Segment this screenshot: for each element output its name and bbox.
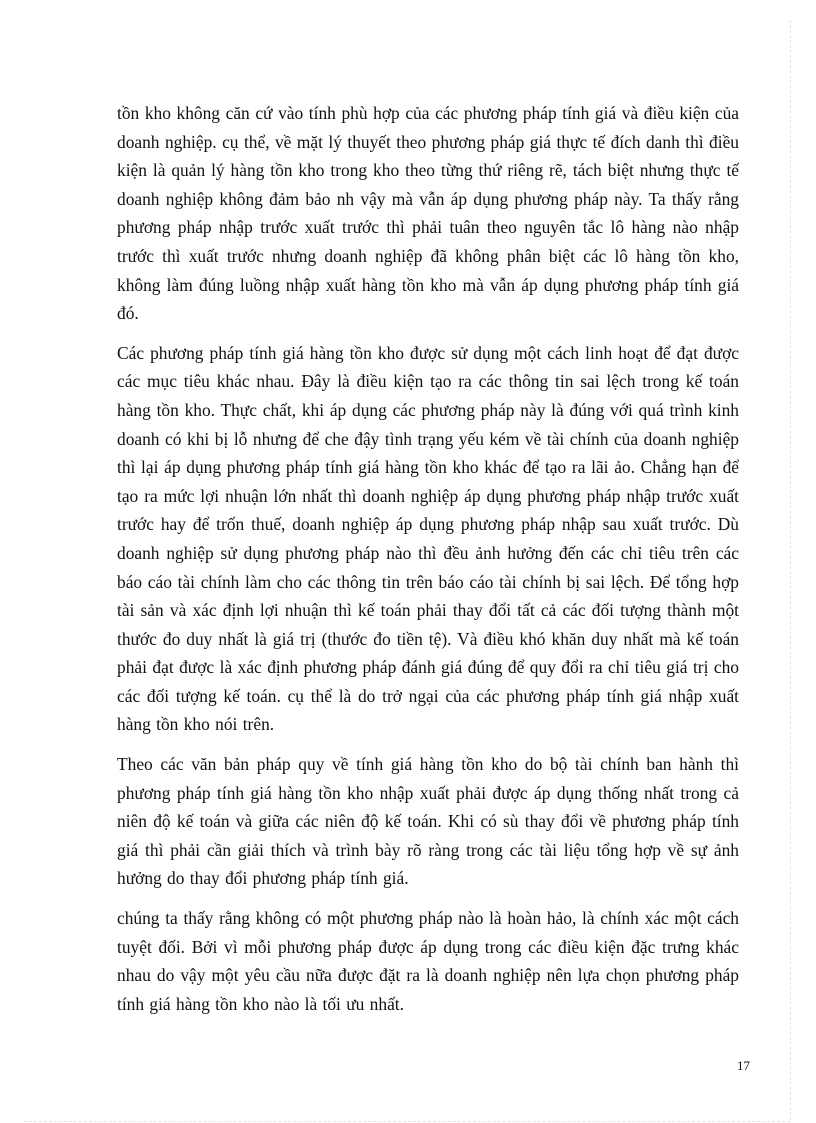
page-number: 17	[737, 1058, 750, 1073]
paragraph-1: tồn kho không căn cứ vào tính phù hợp của các phương pháp tính giá và điều kiện của doanh nghiệp. cụ thể, về mặt lý thuyết theo phương pháp giá thực tế đích danh thì điều kiện là quản lý hàng tồn kho trong kho theo từng thứ riêng rẽ, tách biệt nhưng thực tế doanh nghiệp không đảm bảo nh vậy mà vẫn áp dụng phương pháp này. Ta thấy rằng phương pháp nhập trước xuất trước thì phải tuân theo nguyên tắc lô hàng nào nhập trước thì xuất trước nhưng doanh nghiệp đã không phân biệt các lô hàng tồn kho, không làm đúng luồng nhập xuất hàng tồn kho mà vẫn áp dụng phương pháp tính giá đó.	[117, 103, 739, 324]
page-edge-right	[790, 20, 791, 1120]
body-text	[117, 99, 739, 1029]
paragraph-4: chúng ta thấy rằng không có một phương pháp nào là hoàn hảo, là chính xác một cách tuyệt đối. Bởi vì mỗi phương pháp được áp dụng trong các điều kiện đặc trưng khác nhau do vậy một yêu cầu nữa được đặt ra là doanh nghiệp nên lựa chọn phương pháp tính giá hàng tồn kho nào là tối ưu nhất.	[117, 908, 739, 1014]
page-edge-bottom	[24, 1121, 790, 1122]
paragraph-3: Theo các văn bản pháp quy về tính giá hàng tồn kho do bộ tài chính ban hành thì phương pháp tính giá hàng tồn kho nhập xuất phải được áp dụng thống nhất trong cả niên độ kế toán và giữa các niên độ kế toán. Khi có sù thay đổi về phương pháp tính giá thì phải cần giải thích và trình bày rõ ràng trong các tài liệu tổng hợp về sự ảnh hưởng do thay đổi phương pháp tính giá.	[117, 754, 739, 889]
paragraph-2: Các phương pháp tính giá hàng tồn kho được sử dụng một cách linh hoạt để đạt được các mục tiêu khác nhau. Đây là điều kiện tạo ra các thông tin sai lệch trong kế toán hàng tồn kho. Thực chất, khi áp dụng các phương pháp này là đúng với quá trình kinh doanh có khi bị lỗ nhưng để che đậy tình trạng yếu kém về tài chính của doanh nghiệp thì lại áp dụng phương pháp tính giá hàng tồn kho khác để tạo ra lãi ảo. Chẳng hạn để tạo ra mức lợi nhuận lớn nhất thì doanh nghiệp áp dụng phương pháp nhập trước xuất trước hay để trốn thuế, doanh nghiệp áp dụng phương pháp nhập sau xuất trước. Dù doanh nghiệp sử dụng phương pháp nào thì đều ảnh hưởng đến các chỉ tiêu trên các báo cáo tài chính làm cho các thông tin trên báo cáo tài chính bị sai lệch. Để tổng hợp tài sản và xác định lợi nhuận thì kế toán phải thay đổi tất cả các đối tượng thành một thước đo duy nhất là giá trị (thước đo tiền tệ). Và điều khó khăn duy nhất mà kế toán phải đạt được là xác định phương pháp đánh giá đúng để quy đổi ra chỉ tiêu giá trị cho các đối tượng kế toán. cụ thể là do trở ngại của các phương pháp tính giá nhập xuất hàng tồn kho nói trên.	[117, 342, 739, 735]
